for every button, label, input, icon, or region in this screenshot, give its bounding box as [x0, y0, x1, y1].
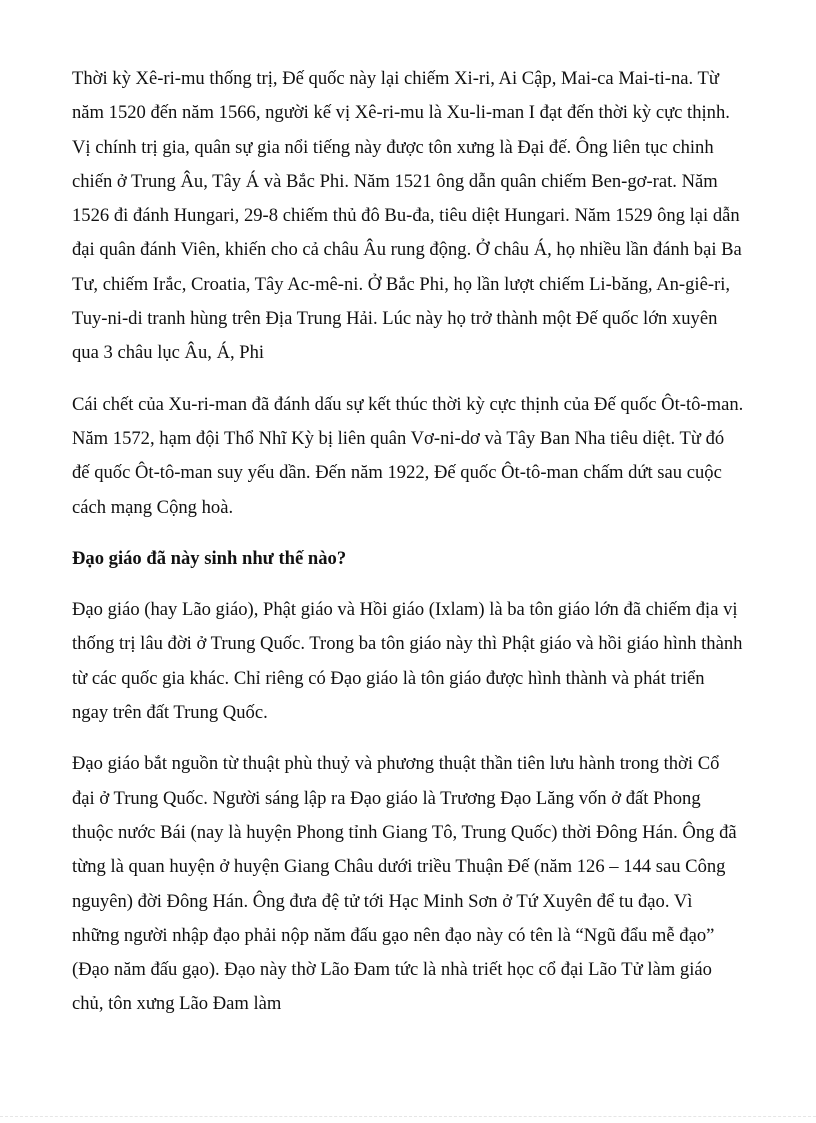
section-heading: Đạo giáo đã này sinh như thế nào? [72, 547, 347, 569]
paragraph-ottoman-decline: Cái chết của Xu-ri-man đã đánh dấu sự kết thúc thời kỳ cực thịnh của Đế quốc Ôt-tô-man. Năm 1572, hạm đội Thổ Nhĩ Kỳ bị liên quân Vơ-ni-dơ và Tây Ban Nha tiêu diệt. Từ đó đế quốc Ôt-tô-man suy yếu dần. Đến năm 1922, Đế quốc Ôt-tô-man chấm dứt sau cuộc cách mạng Cộng hoà. [72, 393, 744, 518]
page-bottom-divider [0, 1116, 816, 1117]
paragraph-taoism-origin: Đạo giáo bắt nguồn từ thuật phù thuỷ và phương thuật thần tiên lưu hành trong thời Cổ đại ở Trung Quốc. Người sáng lập ra Đạo giáo là Trương Đạo Lăng vốn ở đất Phong thuộc nước Bái (nay là huyện Phong tỉnh Giang Tô, Trung Quốc) thời Đông Hán. Ông đã từng là quan huyện ở huyện Giang Châu dưới triều Thuận Đế (năm 126 – 144 sau Công nguyên) đời Đông Hán. Ông đưa đệ tử tới Hạc Minh Sơn ở Tứ Xuyên để tu đạo. Vì những người nhập đạo phải nộp năm đấu gạo nên đạo này có tên là “Ngũ đẩu mễ đạo” (Đạo năm đấu gạo). Đạo này thờ Lão Đam tức là nhà triết học cổ đại Lão Tử làm giáo chủ, tôn xưng Lão Đam làm [72, 753, 737, 1015]
paragraph-ottoman-expansion: Thời kỳ Xê-ri-mu thống trị, Đế quốc này lại chiếm Xi-ri, Ai Cập, Mai-ca Mai-ti-na. Từ năm 1520 đến năm 1566, người kế vị Xê-ri-mu là Xu-li-man I đạt đến thời kỳ cực thịnh. Vị chính trị gia, quân sự gia nổi tiếng này được tôn xưng là Đại đế. Ông liên tục chinh chiến ở Trung Âu, Tây Á và Bắc Phi. Năm 1521 ông dẫn quân chiếm Ben-gơ-rat. Năm 1526 đi đánh Hungari, 29-8 chiếm thủ đô Bu-đa, tiêu diệt Hungari. Năm 1529 ông lại dẫn đại quân đánh Viên, khiến cho cả châu Âu rung động. Ở châu Á, họ nhiều lần đánh bại Ba Tư, chiếm Irắc, Croatia, Tây Ac-mê-ni. Ở Bắc Phi, họ lần lượt chiếm Li-băng, An-giê-ri, Tuy-ni-di tranh hùng trên Địa Trung Hải. Lúc này họ trở thành một Đế quốc lớn xuyên qua 3 châu lục Âu, Á, Phi [72, 68, 742, 364]
paragraph-taoism-intro: Đạo giáo (hay Lão giáo), Phật giáo và Hồi giáo (Ixlam) là ba tôn giáo lớn đã chiếm địa vị thống trị lâu đời ở Trung Quốc. Trong ba tôn giáo này thì Phật giáo và hồi giáo hình thành từ các quốc gia khác. Chỉ riêng có Đạo giáo là tôn giáo được hình thành và phát triển ngay trên đất Trung Quốc. [72, 599, 743, 724]
